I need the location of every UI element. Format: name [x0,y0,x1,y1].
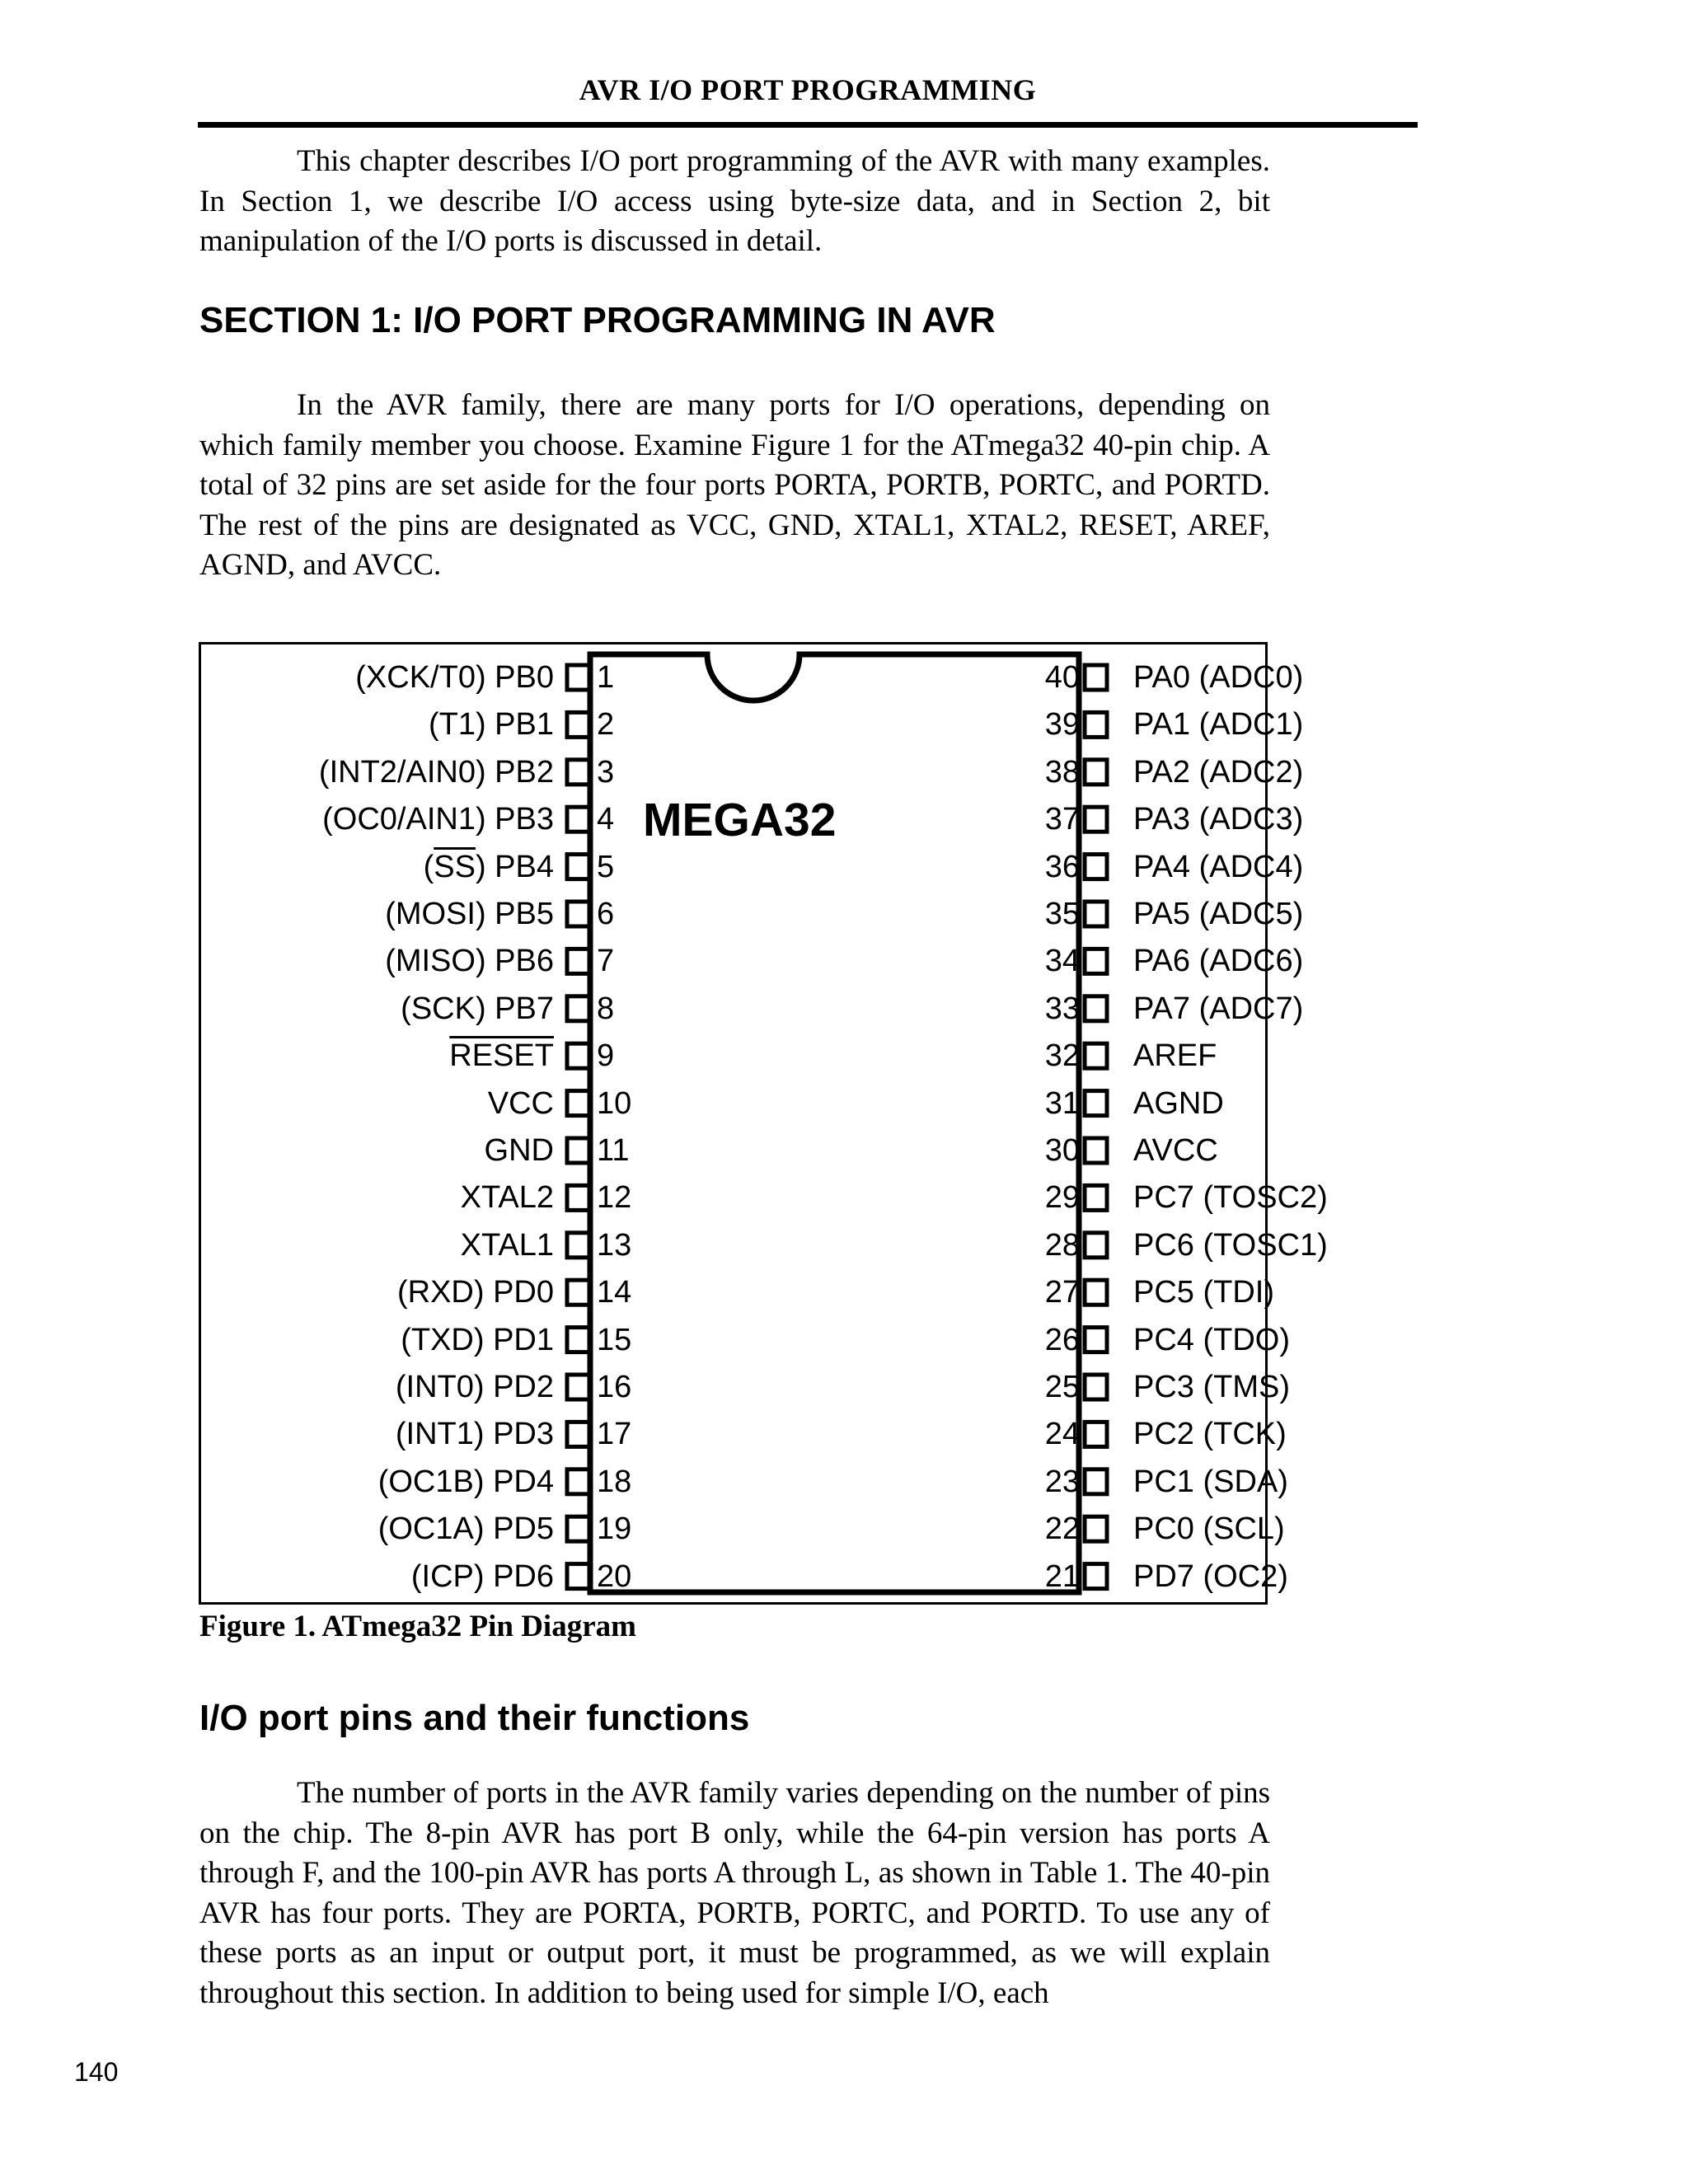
pin-number-right: 31 [1044,1085,1080,1121]
pin-label-text: (OC1A) PD5 [377,1511,554,1547]
pin-pad-right [1085,855,1107,879]
pin-number-right: 24 [1044,1417,1080,1452]
pin-label-text: ( [423,849,434,884]
pin-label-right: PA5 (ADC5) [1133,897,1304,931]
pin-pad-right [1085,1564,1107,1589]
pin-label-left [175,752,554,793]
pin-pad-right [1085,1422,1107,1446]
pin-label-left [175,1508,554,1549]
pin-pad-left [567,712,589,737]
pin-label-right: PC3 (TMS) [1133,1370,1290,1404]
pin-number-left: 10 [597,1085,632,1121]
pin-label-left [175,1035,554,1076]
pin-number-left: 18 [597,1464,632,1499]
ports-paragraph-text: The number of ports in the AVR family varies depending on the number of pins on the chip. The 8-pin AVR has port B only, while the 64-pin version has ports A through F, and the 100-pin AVR has ports A through L, as shown in Table 1. The 40-pin AVR has four ports. They are PORTA, PORTB, PORTC, and PORTD. To use any of these ports as an input or output port, it must be programmed, as we will explain throughout this section. In addition to being used for simple I/O, each [199,1776,1270,2010]
pin-number-right: 38 [1044,754,1080,790]
subsection-heading: I/O port pins and their functions [199,1698,750,1738]
pin-label-right: PA1 (ADC1) [1133,707,1304,743]
pin-pad-right [1085,1469,1107,1494]
pin-label-text: VCC [487,1085,554,1121]
pin-label-right: PA7 (ADC7) [1133,991,1304,1026]
pin-label-text: (INT2/AIN0) PB2 [318,754,554,790]
pin-label-left [175,1177,554,1218]
pin-number-left: 16 [597,1370,632,1404]
intro-paragraph [199,142,1270,262]
pin-label-text: (TXD) PD1 [401,1322,554,1357]
pin-label-text: (RXD) PD0 [396,1275,554,1310]
pin-label-right: PC4 (TDO) [1133,1322,1290,1357]
pin-label-right: AVCC [1133,1133,1218,1168]
pin-label-text: XTAL2 [460,1180,554,1216]
pin-label-left [175,1225,554,1266]
pin-pad-left [567,1280,589,1305]
intro-paragraph-text: This chapter describes I/O port programming of the AVR with many examples. In Section 1, we describe I/O access using byte-size data, and in Section 2, bit manipulation of the I/O ports is discussed in detail. [199,144,1270,258]
pin-label-right: PC5 (TDI) [1133,1275,1274,1310]
pin-number-left: 7 [597,944,615,979]
pin-label-left [175,893,554,935]
pin-pad-right [1085,1043,1107,1068]
pin-label-right: PC6 (TOSC1) [1133,1227,1328,1263]
pin-pad-right [1085,1138,1107,1163]
figure-caption: Figure 1. ATmega32 Pin Diagram [199,1610,636,1643]
pin-label-right: PA2 (ADC2) [1133,754,1304,790]
ports-paragraph [199,1774,1270,2013]
pin-label-right: PD7 (OC2) [1133,1558,1288,1594]
pin-label-text: (SCK) PB7 [401,991,554,1026]
pin-label-text: (MOSI) PB5 [385,897,554,931]
pin-label-text: (T1) PB1 [428,707,554,743]
pin-pad-left [567,1422,589,1446]
pin-label-text: (ICP) PD6 [410,1558,554,1594]
pin-pad-left [567,1233,589,1258]
pin-number-left: 8 [597,991,615,1026]
chip-name: MEGA32 [643,794,837,846]
pin-number-right: 29 [1044,1180,1080,1216]
pin-pad-left [567,1185,589,1210]
pin-label-right: PC0 (SCL) [1133,1511,1285,1547]
pin-label-left [175,1461,554,1502]
pin-label-text: (INT1) PD3 [395,1417,554,1452]
pin-pad-right [1085,996,1107,1021]
pin-number-left: 4 [597,802,615,837]
pin-label-left [175,940,554,982]
pin-label-text: (XCK/T0) PB0 [355,660,554,695]
running-head: AVR I/O PORT PROGRAMMING [579,73,1037,106]
pin-number-right: 26 [1044,1322,1080,1357]
header-rule [198,122,1418,128]
pin-pad-left [567,1469,589,1494]
pin-pad-left [567,1516,589,1541]
pin-diagram-figure [199,642,1328,1605]
pin-number-left: 12 [597,1180,632,1216]
pin-label-left [175,846,554,888]
pin-number-right: 30 [1044,1133,1080,1168]
pin-pad-right [1085,1375,1107,1399]
pin-label-text: XTAL1 [460,1227,554,1263]
pin-label-left [175,704,554,745]
pin-label-right: PC7 (TOSC2) [1133,1180,1328,1216]
pin-label-left [175,1319,554,1361]
pin-number-right: 37 [1044,802,1080,837]
pin-label-text: (OC1B) PD4 [377,1464,554,1499]
pin-label-right: AGND [1133,1085,1224,1121]
pin-number-left: 5 [597,849,615,884]
pin-pad-left [567,855,589,879]
pin-number-left: 19 [597,1511,632,1547]
section-1-heading: SECTION 1: I/O PORT PROGRAMMING IN AVR [199,300,996,340]
pin-label-text: GND [484,1133,554,1168]
pin-number-right: 22 [1044,1511,1080,1547]
pin-number-right: 40 [1044,660,1080,695]
pin-number-right: 21 [1044,1558,1080,1594]
pin-number-left: 15 [597,1322,632,1357]
pin-label-text: (INT0) PD2 [395,1370,554,1404]
pin-number-left: 13 [597,1227,632,1263]
pin-pad-left [567,1091,589,1116]
pin-label-right: PA0 (ADC0) [1133,660,1304,695]
pin-number-left: 3 [597,754,615,790]
pin-number-right: 35 [1044,897,1080,931]
pin-pad-left [567,1138,589,1163]
pin-pad-left [567,902,589,926]
pin-label-left [175,1366,554,1408]
pin-pad-right [1085,902,1107,926]
pin-label-left [175,1130,554,1171]
pin-number-left: 11 [597,1133,630,1168]
section-1-paragraph [199,386,1270,586]
pin-pad-left [567,949,589,973]
pin-label-left [175,799,554,840]
pin-label-text: ) PB4 [475,849,554,884]
pin-number-left: 14 [597,1275,632,1310]
pin-label-left [175,657,554,698]
pin-number-right: 27 [1044,1275,1080,1310]
pin-number-left: 6 [597,897,615,931]
section-1-paragraph-text: In the AVR family, there are many ports for I/O operations, depending on which family member you choose. Examine Figure 1 for the ATmega32 40-pin chip. A total of 32 pins are set aside for the four ports PORTA, PORTB, PORTC, and PORTD. The rest of the pins are designated as VCC, GND, XTAL1, XTAL2, RESET, AREF, AGND, and AVCC. [199,388,1270,582]
pin-pad-left [567,665,589,690]
pin-pad-right [1085,1328,1107,1352]
page-number: 140 [74,2057,119,2087]
pin-number-right: 23 [1044,1464,1080,1499]
pin-label-active-low: RESET [449,1038,554,1074]
pin-number-left: 2 [597,707,615,743]
pin-label-right: PA6 (ADC6) [1133,944,1304,979]
pin-label-left [175,988,554,1029]
pin-label-right: PA3 (ADC3) [1133,802,1304,837]
pin-number-right: 32 [1044,1038,1080,1074]
pin-label-right: PC1 (SDA) [1133,1464,1288,1499]
pin-pad-right [1085,760,1107,785]
pin-number-right: 36 [1044,849,1080,884]
pin-pad-right [1085,1516,1107,1541]
pin-label-left [175,1272,554,1313]
pin-number-right: 33 [1044,991,1080,1026]
pin-pad-left [567,1043,589,1068]
pin-label-active-low: $\overline{SS}$ [434,849,476,884]
pin-pad-left [567,1564,589,1589]
pin-number-left: 20 [597,1558,632,1594]
pin-number-left: 9 [597,1038,615,1074]
pin-pad-right [1085,1185,1107,1210]
pin-pad-left [567,807,589,832]
pin-number-right: 39 [1044,707,1080,743]
pin-number-left: 1 [597,660,615,695]
pin-label-left [175,1556,554,1597]
pin-number-left: 17 [597,1417,632,1452]
pin-label-text: (OC0/AIN1) PB3 [322,802,554,837]
pin-pad-right [1085,1091,1107,1116]
pin-pad-right [1085,1280,1107,1305]
pin-number-right: 34 [1044,944,1080,979]
pin-pad-right [1085,949,1107,973]
pin-pad-left [567,1328,589,1352]
pin-pad-left [567,760,589,785]
pin-label-left [175,1413,554,1455]
pin-pad-right [1085,1233,1107,1258]
pin-label-right: AREF [1133,1038,1217,1074]
pin-label-text: (MISO) PB6 [385,944,554,979]
pin-pad-right [1085,665,1107,690]
pin-pad-right [1085,807,1107,832]
pin-label-left [175,1083,554,1124]
pin-pad-right [1085,712,1107,737]
pin-number-right: 28 [1044,1227,1080,1263]
pin-number-right: 25 [1044,1370,1080,1404]
pin-label-right: PC2 (TCK) [1133,1417,1287,1452]
pin-label-right: PA4 (ADC4) [1133,849,1304,884]
pin-pad-left [567,1375,589,1399]
pin-pad-left [567,996,589,1021]
